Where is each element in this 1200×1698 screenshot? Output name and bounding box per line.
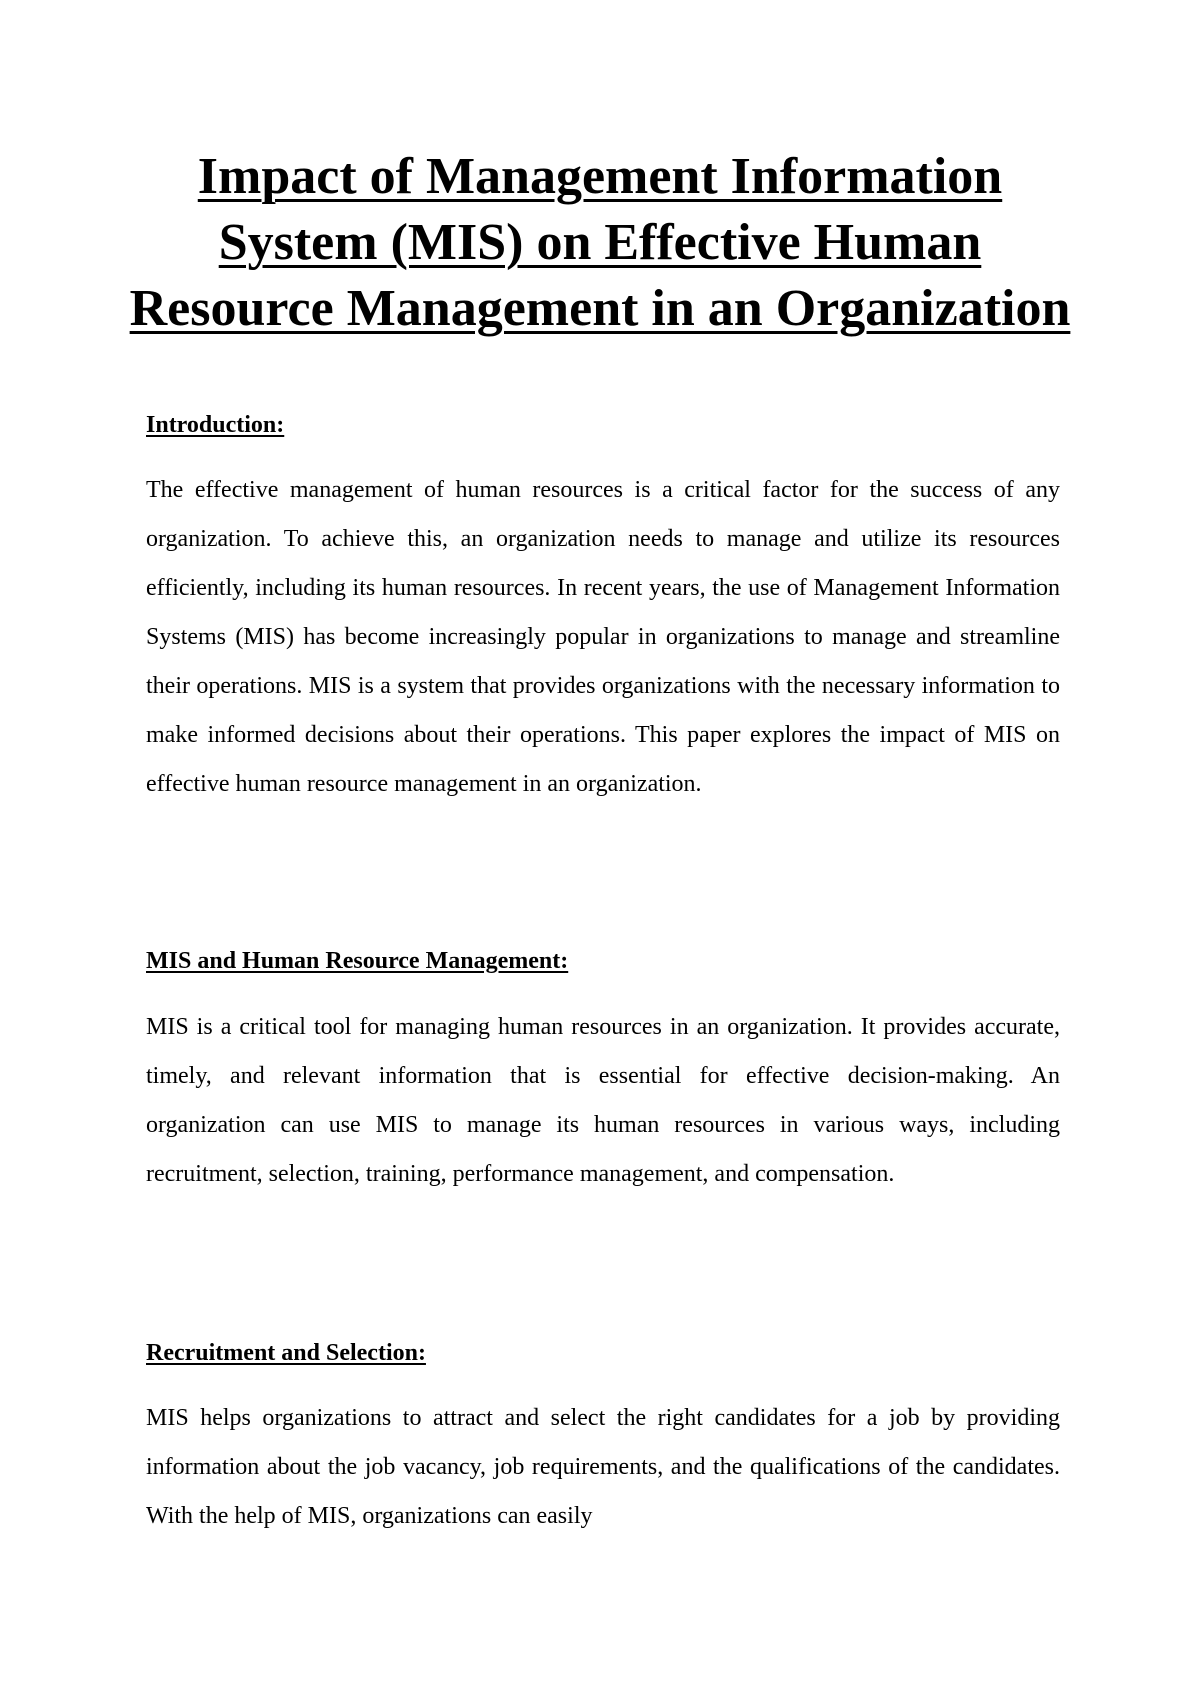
section-heading-mis-hrm: MIS and Human Resource Management: <box>146 948 569 974</box>
section-paragraph-mis-hrm: MIS is a critical tool for managing human resources in an organization. It provides accurate, timely, and relevant information that is essential for effective decision-making. An organization can use MIS to manage its human resources in various ways, including recruitment, selection, training, performance management, and compensation. <box>146 1014 1060 1187</box>
document-title: Impact of Management Information System (MIS) on Effective Human Resource Management in an Organization <box>129 148 1071 337</box>
section-heading-recruitment: Recruitment and Selection: <box>146 1340 426 1366</box>
section-heading-introduction: Introduction: <box>146 412 285 438</box>
section-paragraph-recruitment: MIS helps organizations to attract and select the right candidates for a job by providing information about the job vacancy, job requirements, and the qualifications of the candidates. With the help of MIS, organizations can easily <box>146 1405 1060 1529</box>
section-paragraph-introduction: The effective management of human resources is a critical factor for the success of any organization. To achieve this, an organization needs to manage and utilize its resources efficiently, including its human resources. In recent years, the use of Management Information Systems (MIS) has become increasingly popular in organizations to manage and streamline their operations. MIS is a system that provides organizations with the necessary information to make informed decisions about their operations. This paper explores the impact of MIS on effective human resource management in an organization. <box>146 477 1060 797</box>
